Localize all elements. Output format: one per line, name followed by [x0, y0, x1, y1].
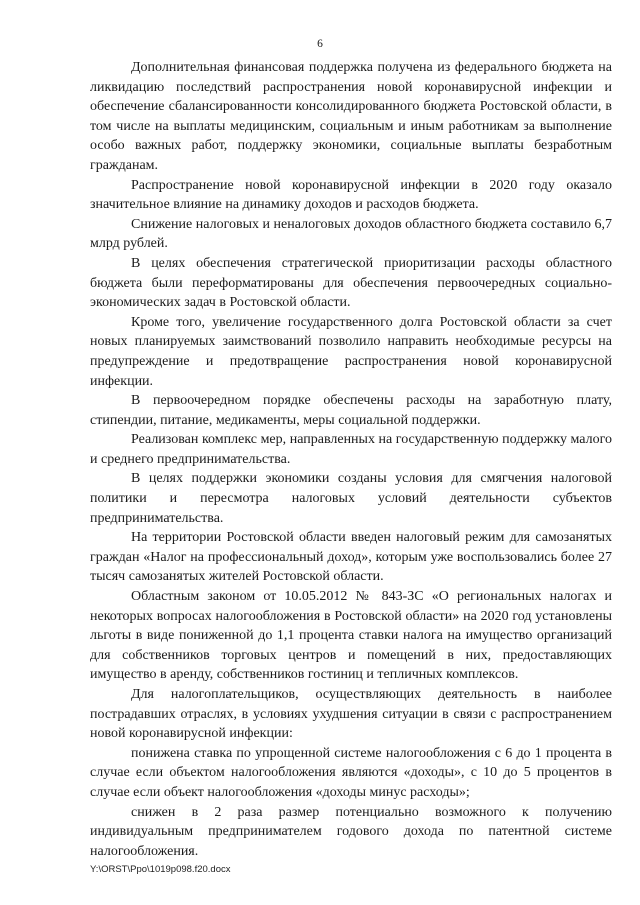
- paragraph: В первоочередном порядке обеспечены расходы на заработную плату, стипендии, питание, медикаменты, меры социальной поддержки.: [90, 393, 612, 428]
- document-body: [90, 58, 612, 861]
- paragraph: В целях обеспечения стратегической приоритизации расходы областного бюджета были переформатированы для обеспечения первоочередных социально-экономических задач в Ростовской области.: [90, 255, 612, 311]
- page-number: 6: [317, 38, 323, 50]
- paragraph: В целях поддержки экономики созданы условия для смягчения налоговой политики и пересмотра налоговых условий деятельности субъектов предпринимательства.: [90, 471, 612, 526]
- paragraph: Распространение новой коронавирусной инфекции в 2020 году оказало значительное влияние на динамику доходов и расходов бюджета.: [90, 177, 612, 213]
- paragraph: Реализован комплекс мер, направленных на государственную поддержку малого и среднего предпринимательства.: [90, 432, 612, 467]
- paragraph: На территории Ростовской области введен налоговый режим для самозанятых граждан «Налог на профессиональный доход», которым уже воспользовались более 27 тысяч самозанятых жителей Ростовской области.: [90, 530, 612, 585]
- list-item: снижен в 2 раза размер потенциально возможного к получению индивидуальным предпринимателем годового дохода по патентной системе налогообложения.: [90, 804, 612, 859]
- paragraph: Для налогоплательщиков, осуществляющих деятельность в наиболее пострадавших отраслях, в условиях ухудшения ситуации в связи с распространением новой коронавирусной инфекции:: [90, 687, 612, 742]
- list-item: понижена ставка по упрощенной системе налогообложения с 6 до 1 процента в случае если объектом налогообложения являются «доходы», с 10 до 5 процентов в случае если объект налогообложения «доходы минус расходы»;: [90, 745, 612, 800]
- paragraph: Областным законом от 10.05.2012 № 843-ЗС «О региональных налогах и некоторых вопросах налогообложения в Ростовской области» на 2020 год установлены льготы в виде пониженной до 1,1 процента ставки налога на имущество организаций для собственников торговых центров и помещений в них, предоставляющих имущество в аренду, собственников гостиниц и тепличных комплексов.: [90, 589, 612, 683]
- paragraph: Дополнительная финансовая поддержка получена из федерального бюджета на ликвидацию последствий распространения новой коронавирусной инфекции и обеспечение сбалансированности консолидированного бюджета Ростовской области, в том числе на выплаты медицинским, социальным и иным работникам за выполнение особо важных работ, поддержку экономики, социальные выплаты безработным гражданам.: [90, 60, 612, 173]
- file-path-footer: Y:\ORST\Ppo\1019p098.f20.docx: [90, 864, 231, 875]
- paragraph: Кроме того, увеличение государственного долга Ростовской области за счет новых планируемых заимствований позволило направить необходимые ресурсы на предупреждение и предотвращение распространения новой коронавирусной инфекции.: [90, 314, 612, 389]
- paragraph: Снижение налоговых и неналоговых доходов областного бюджета составило 6,7 млрд рублей.: [90, 216, 612, 252]
